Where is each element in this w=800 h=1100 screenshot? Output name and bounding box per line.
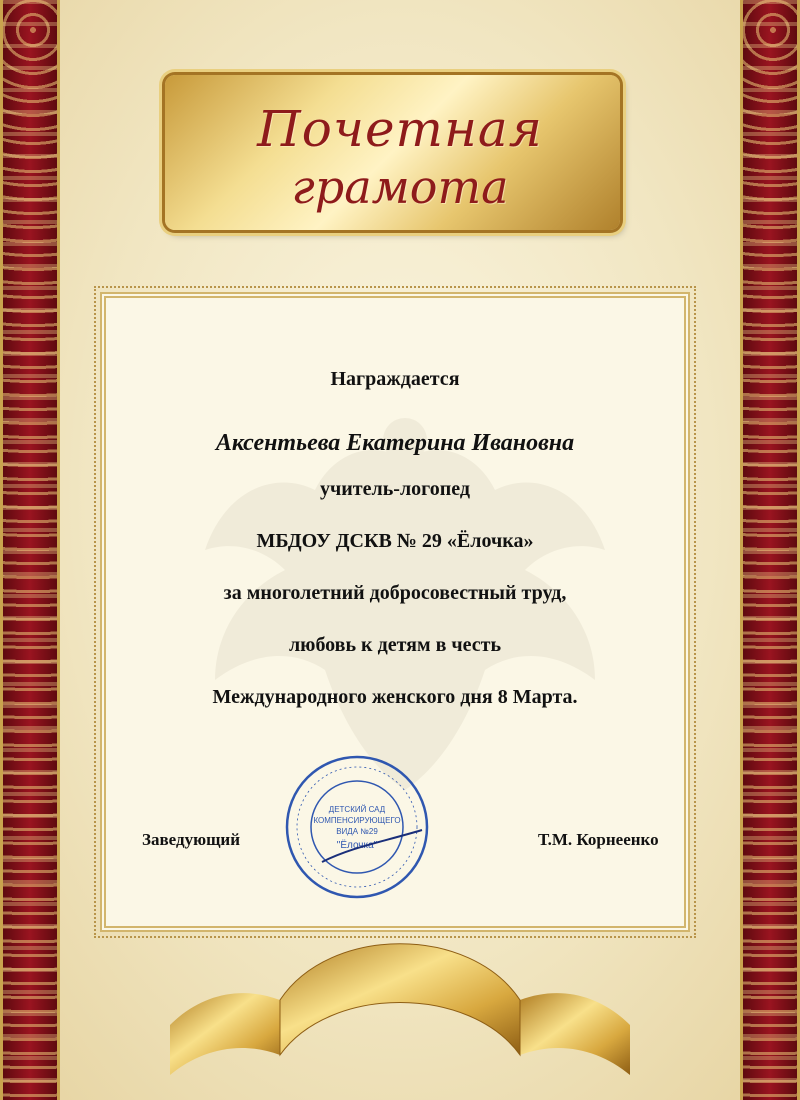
signatory-role: Заведующий (142, 830, 241, 849)
certificate-title-line2: грамота (291, 160, 509, 214)
organization-stamp (282, 752, 432, 902)
recipient-position: учитель-логопед (319, 478, 471, 500)
reason-line-2: любовь к детям в честь (288, 634, 502, 656)
gold-ribbon-decoration (170, 905, 630, 1075)
signatory-name: Т.М. Корнеенко (538, 830, 659, 849)
stamp-text-4: "Ёлочка" (336, 840, 378, 851)
reason-line-1: за многолетний добросовестный труд, (223, 582, 567, 604)
stamp-text-1: ДЕТСКИЙ САД (328, 805, 386, 814)
recipient-name: Аксентьева Екатерина Ивановна (215, 430, 575, 456)
organization-name: МБДОУ ДСКВ № 29 «Ёлочка» (256, 530, 534, 552)
reason-line-3: Международного женского дня 8 Марта. (212, 686, 578, 708)
stamp-text-2: КОМПЕНСИРУЮЩЕГО (313, 816, 401, 825)
certificate-title-line1: Почетная (257, 100, 543, 158)
awarded-heading: Награждается (330, 368, 460, 390)
stamp-text-3: ВИДА №29 (336, 827, 378, 836)
